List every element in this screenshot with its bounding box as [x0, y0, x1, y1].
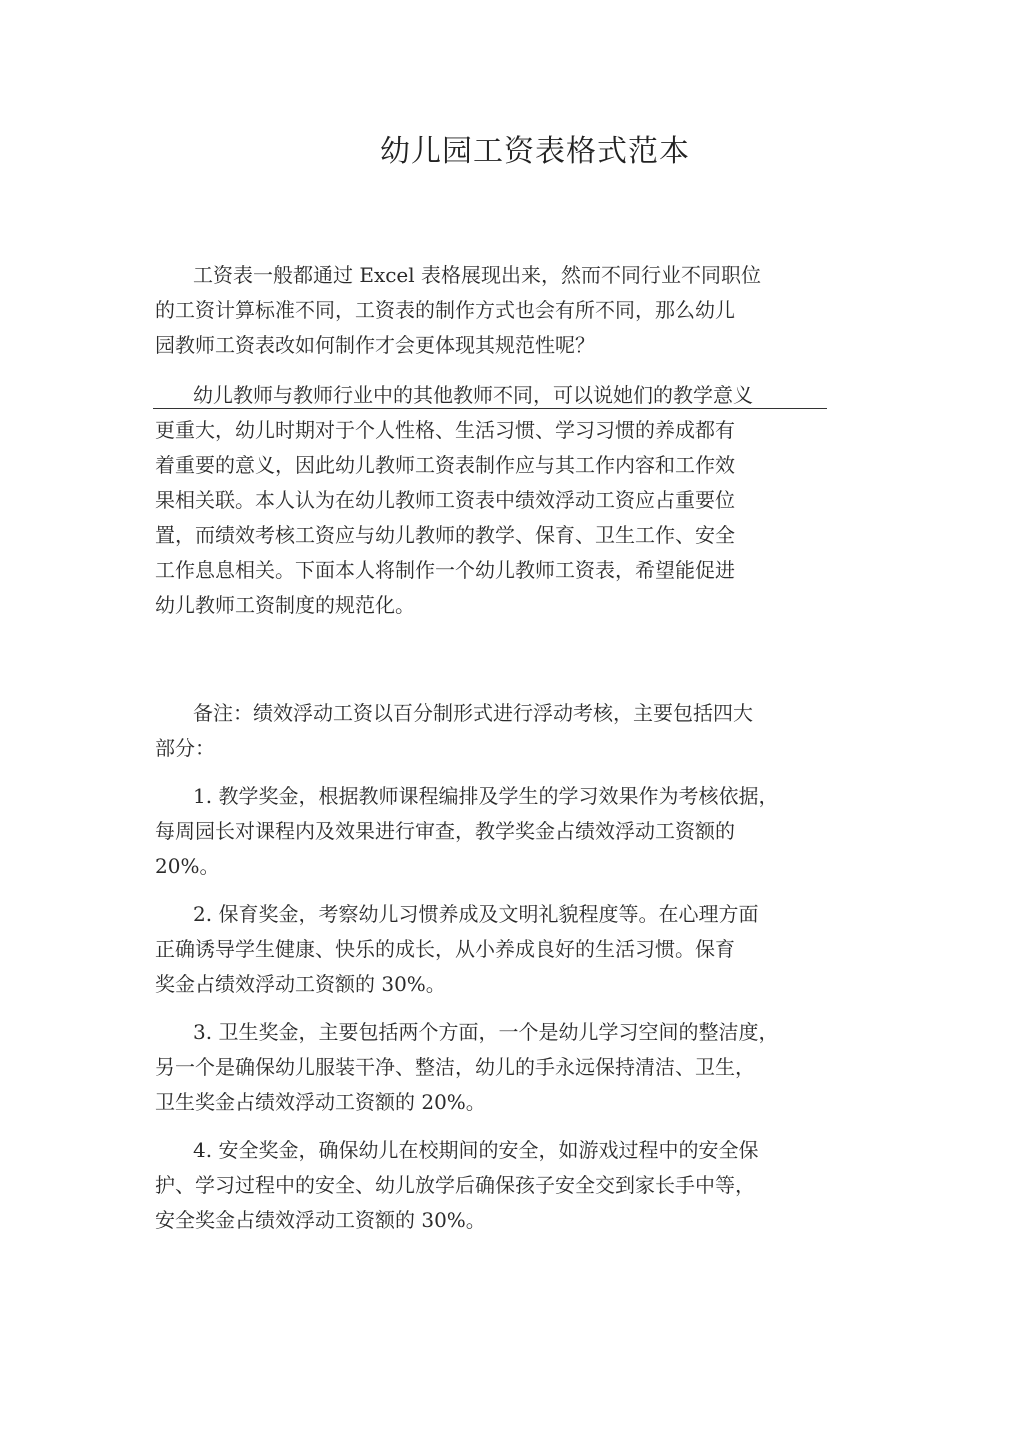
document-title: 幼儿园工资表格式范本	[380, 134, 690, 169]
list-item-line: 奖金占绩效浮动工资额的 30%。	[155, 972, 446, 996]
note-paragraph	[155, 696, 753, 766]
list-item-line: 3. 卫生奖金，主要包括两个方面，一个是幼儿学习空间的整洁度，	[193, 1020, 779, 1044]
paragraph-line: 着重要的意义，因此幼儿教师工资表制作应与其工作内容和工作效	[155, 453, 735, 477]
list-item-teaching-bonus	[155, 779, 778, 884]
paragraph-line: 的工资计算标准不同，工资表的制作方式也会有所不同，那么幼儿	[155, 298, 735, 322]
paragraph-line: 幼儿教师工资制度的规范化。	[155, 593, 415, 617]
list-item-care-bonus	[155, 897, 758, 1002]
list-item-line: 安全奖金占绩效浮动工资额的 30%。	[155, 1208, 486, 1232]
paragraph-line: 果相关联。本人认为在幼儿教师工资表中绩效浮动工资应占重要位	[155, 488, 735, 512]
list-item-line: 2. 保育奖金，考察幼儿习惯养成及文明礼貌程度等。在心理方面	[193, 902, 759, 926]
list-item-hygiene-bonus	[155, 1015, 778, 1120]
list-item-line: 4. 安全奖金，确保幼儿在校期间的安全，如游戏过程中的安全保	[193, 1138, 759, 1162]
list-item-line: 另一个是确保幼儿服装干净、整洁，幼儿的手永远保持清洁、卫生，	[155, 1055, 755, 1079]
intro-paragraph	[155, 258, 761, 363]
list-item-safety-bonus	[155, 1133, 758, 1238]
list-item-line: 正确诱导学生健康、快乐的成长，从小养成良好的生活习惯。保育	[155, 937, 735, 961]
teacher-paragraph	[155, 378, 753, 623]
paragraph-line: 幼儿教师与教师行业中的其他教师不同，可以说她们的教学意义	[193, 383, 753, 407]
list-item-line: 1. 教学奖金，根据教师课程编排及学生的学习效果作为考核依据，	[193, 784, 779, 808]
paragraph-line: 备注：绩效浮动工资以百分制形式进行浮动考核，主要包括四大	[193, 701, 753, 725]
paragraph-line: 工资表一般都通过 Excel 表格展现出来，然而不同行业不同职位	[193, 263, 762, 287]
list-item-line: 20%。	[155, 854, 220, 878]
paragraph-line: 园教师工资表改如何制作才会更体现其规范性呢？	[155, 333, 595, 357]
paragraph-line: 置，而绩效考核工资应与幼儿教师的教学、保育、卫生工作、安全	[155, 523, 735, 547]
underline-rule	[153, 408, 827, 409]
list-item-line: 护、学习过程中的安全、幼儿放学后确保孩子安全交到家长手中等，	[155, 1173, 755, 1197]
paragraph-line: 更重大，幼儿时期对于个人性格、生活习惯、学习习惯的养成都有	[155, 418, 735, 442]
list-item-line: 每周园长对课程内及效果进行审查，教学奖金占绩效浮动工资额的	[155, 819, 735, 843]
paragraph-line: 工作息息相关。下面本人将制作一个幼儿教师工资表，希望能促进	[155, 558, 735, 582]
list-item-line: 卫生奖金占绩效浮动工资额的 20%。	[155, 1090, 486, 1114]
paragraph-line: 部分：	[155, 736, 215, 760]
